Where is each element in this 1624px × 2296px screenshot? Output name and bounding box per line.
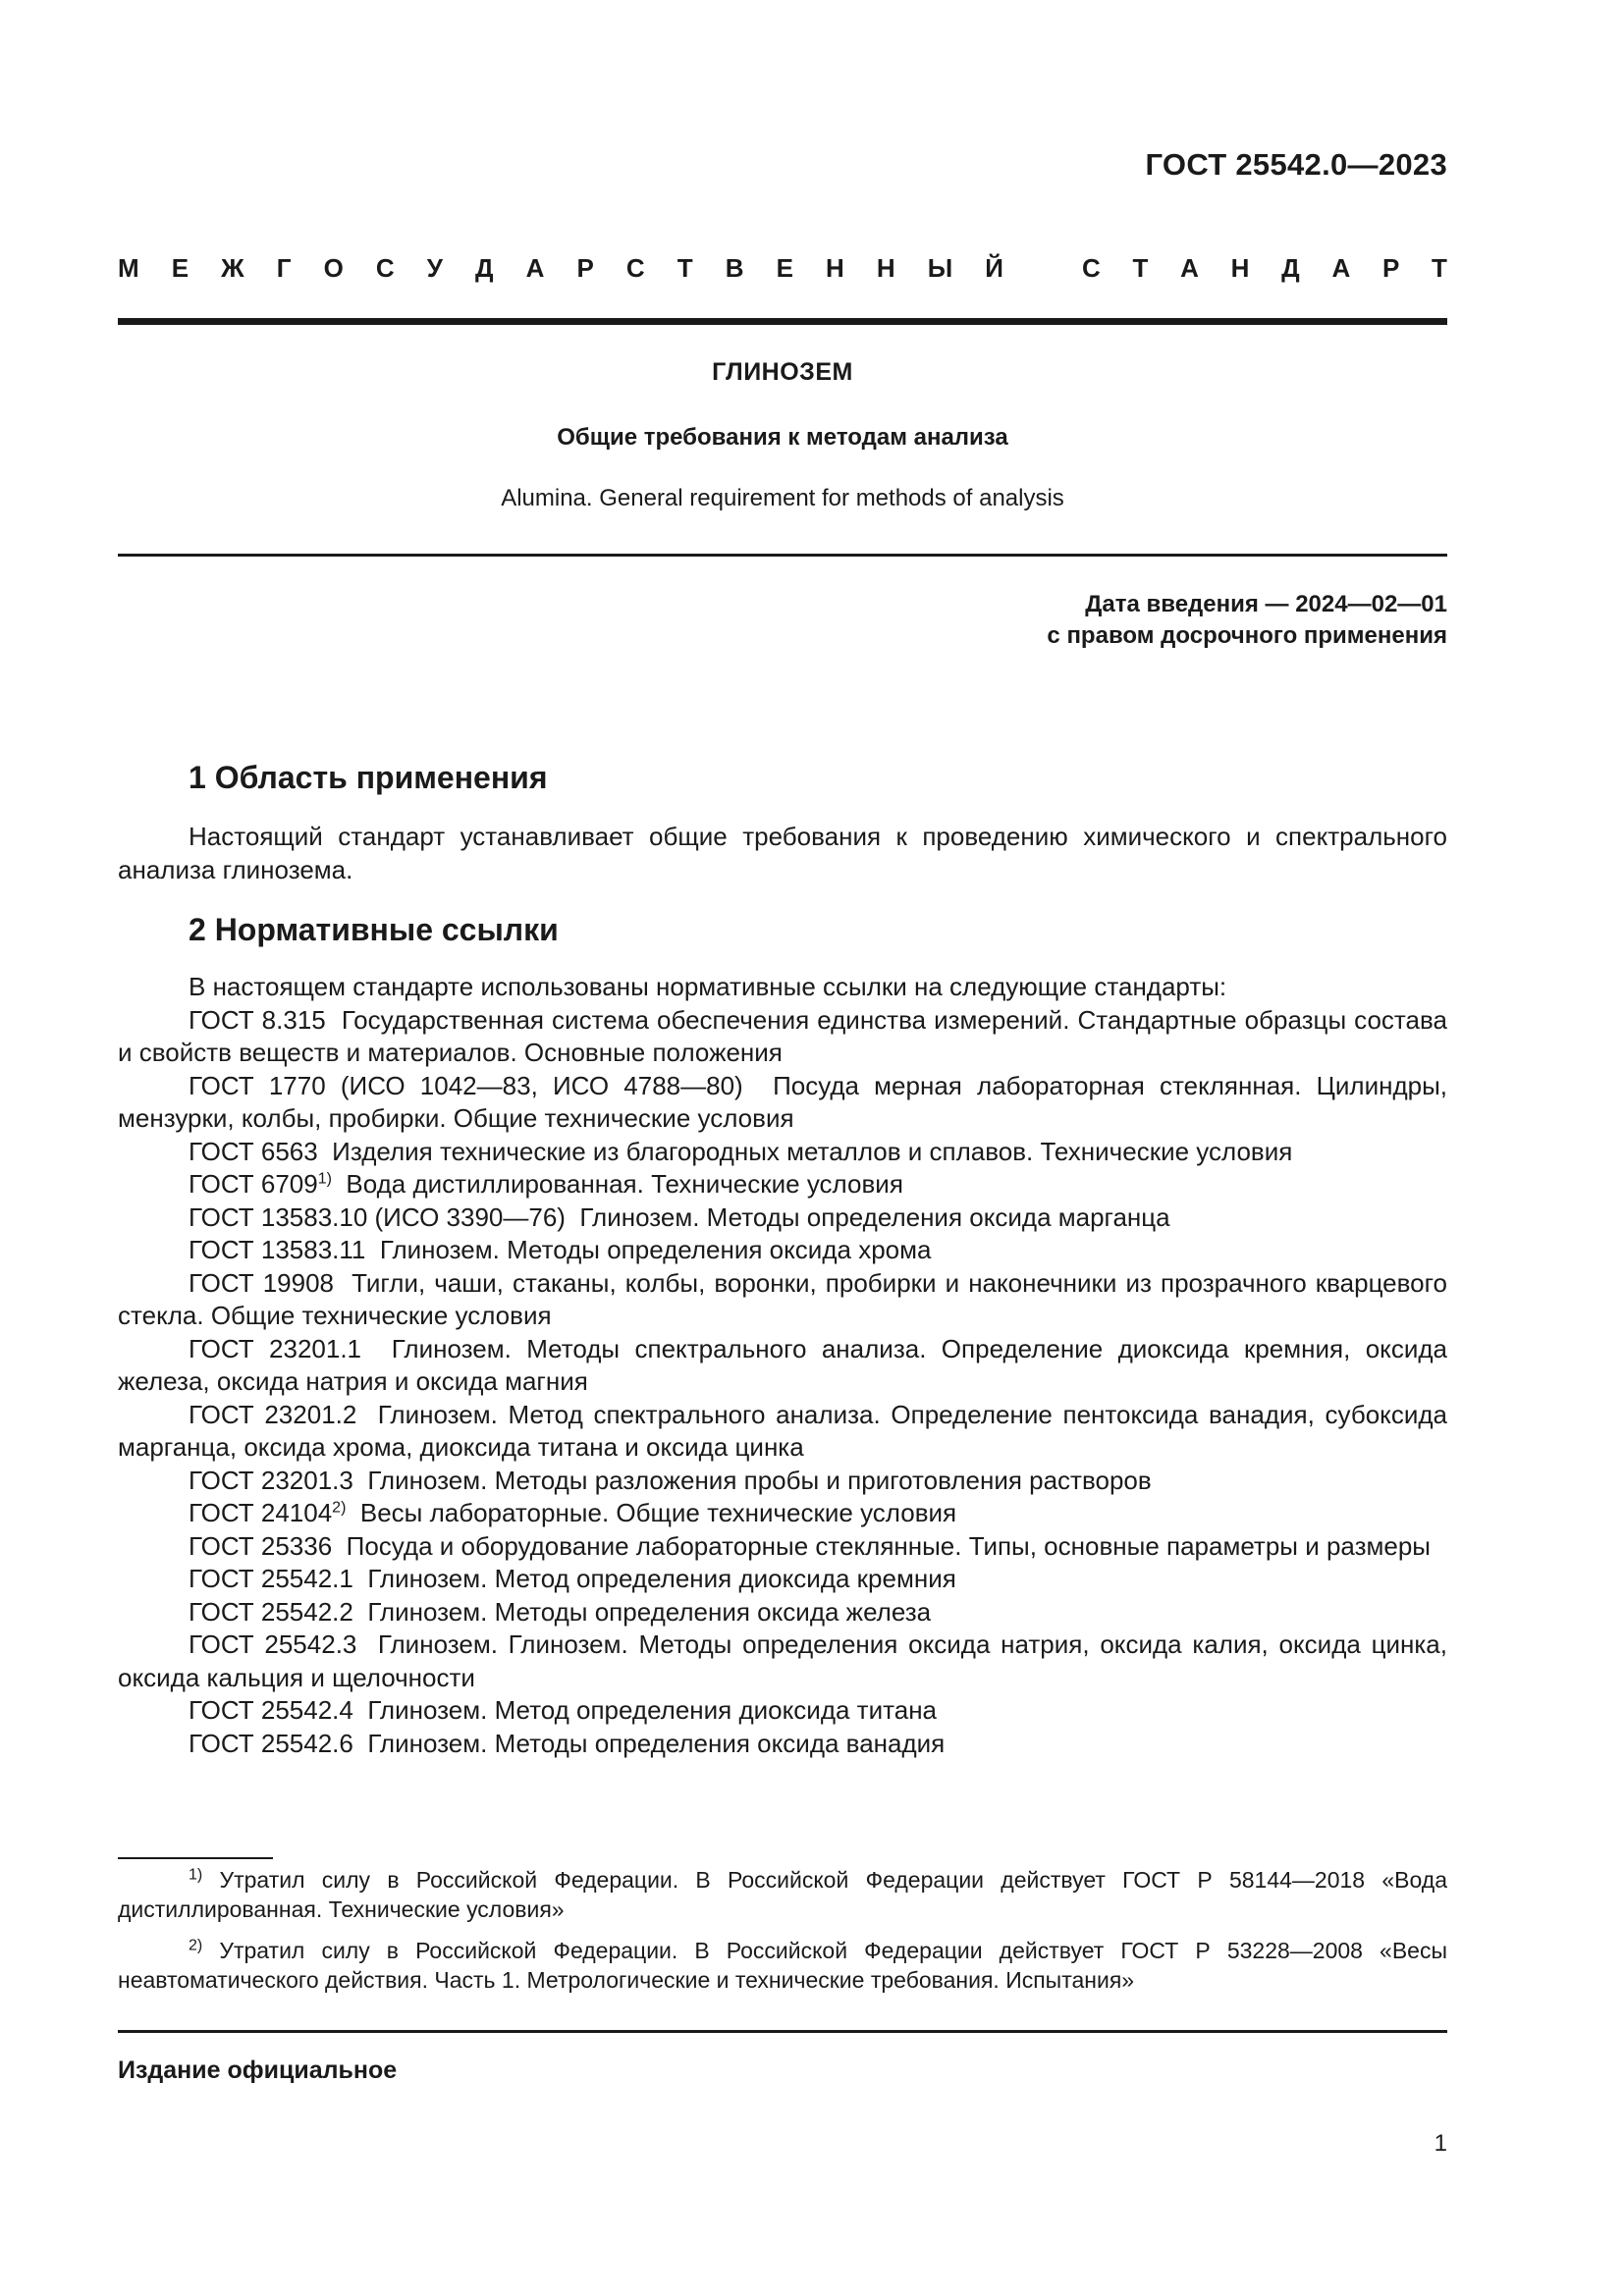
banner-letter: У xyxy=(426,253,443,283)
banner-letter: Д xyxy=(1281,253,1300,283)
document-title-english: Alumina. General requirement for methods of analysis xyxy=(501,485,1064,511)
reference-title: Глинозем. Методы определения оксида марганца xyxy=(579,1201,1170,1232)
reference-title: Посуда и оборудование лабораторные стеклянные. Типы, основные параметры и размеры xyxy=(346,1530,1431,1561)
section-scope xyxy=(118,758,1447,886)
reference-code: ГОСТ 8.315 xyxy=(189,1004,326,1035)
banner-letter: М xyxy=(118,253,139,283)
reference-item xyxy=(118,1136,1447,1169)
banner-letter: Д xyxy=(475,253,494,283)
banner-letter: С xyxy=(375,253,395,283)
introduction-date xyxy=(1047,589,1447,652)
banner-letter: А xyxy=(525,253,545,283)
reference-item xyxy=(118,1168,1447,1201)
banner-letter: А xyxy=(1331,253,1351,283)
reference-title: Глинозем. Методы определения оксида хрома xyxy=(379,1235,932,1264)
header-rule xyxy=(118,318,1447,325)
reference-code: ГОСТ 25542.1 xyxy=(189,1564,353,1593)
standard-type-word-interstate xyxy=(118,253,1003,284)
reference-code: ГОСТ 25542.6 xyxy=(189,1728,353,1758)
references-intro: В настоящем стандарте использованы нормативные ссылки на следующие стандарты: xyxy=(189,972,1227,1001)
reference-code: ГОСТ 6709 xyxy=(189,1169,318,1199)
banner-letter: Е xyxy=(776,253,793,283)
reference-title: Глинозем. Метод спектрального анализа. Определение пентоксида ванадия, субоксида марганца, оксида хрома, диоксида титана и оксида цинка xyxy=(118,1399,1447,1462)
footer-rule xyxy=(118,2030,1447,2033)
reference-title: Тигли, чаши, стаканы, колбы, воронки, пробирки и наконечники из прозрачного кварцевого стекла. Общие технические условия xyxy=(118,1267,1447,1330)
reference-item xyxy=(118,1004,1447,1070)
document-body xyxy=(118,758,1447,1760)
document-number: ГОСТ 25542.0—2023 xyxy=(1145,147,1447,182)
reference-code: ГОСТ 23201.1 xyxy=(189,1333,362,1363)
banner-letter: Г xyxy=(276,253,292,283)
banner-letter: Н xyxy=(876,253,895,283)
reference-item xyxy=(118,1333,1447,1399)
reference-code: ГОСТ 25542.3 xyxy=(189,1629,357,1659)
reference-title: Весы лабораторные. Общие технические условия xyxy=(359,1498,957,1527)
banner-letter: Р xyxy=(1381,253,1400,283)
reference-code: ГОСТ 25542.2 xyxy=(189,1596,353,1627)
reference-item xyxy=(118,1497,1447,1530)
banner-letter: Ж xyxy=(221,253,244,283)
reference-item xyxy=(118,1267,1447,1333)
introduction-date-line: Дата введения — 2024—02—01 xyxy=(1085,591,1447,617)
banner-letter: Е xyxy=(171,253,189,283)
title-rule xyxy=(118,554,1447,557)
early-application-line: с правом досрочного применения xyxy=(1047,622,1447,649)
reference-title: Глинозем. Глинозем. Методы определения оксида натрия, оксида калия, оксида цинка, оксида кальция и щелочности xyxy=(118,1629,1447,1692)
reference-item xyxy=(118,1234,1447,1267)
footnote-text: Утратил силу в Российской Федерации. В Российской Федерации действует ГОСТ Р 53228—2008 «Весы неавтоматического действия. Часть 1. Метрологические и технические требования. Испытания» xyxy=(118,1938,1448,1993)
reference-title: Глинозем. Методы спектрального анализа. Определение диоксида кремния, оксида железа, оксида натрия и оксида магния xyxy=(118,1333,1447,1396)
reference-code: ГОСТ 1770 (ИСО 1042—83, ИСО 4788—80) xyxy=(189,1070,743,1100)
reference-item xyxy=(118,1728,1447,1761)
banner-letter: Р xyxy=(576,253,594,283)
footnote-item xyxy=(118,1936,1447,1995)
page-number: 1 xyxy=(1434,2130,1447,2157)
reference-item xyxy=(118,1530,1447,1564)
reference-title: Посуда мерная лабораторная стеклянная. Цилиндры, мензурки, колбы, пробирки. Общие технические условия xyxy=(118,1070,1448,1133)
reference-item xyxy=(118,1201,1447,1235)
reference-item xyxy=(118,1563,1447,1596)
reference-title: Вода дистиллированная. Технические условия xyxy=(346,1169,903,1199)
reference-item xyxy=(118,1465,1447,1498)
reference-code: ГОСТ 23201.3 xyxy=(189,1465,353,1495)
section-heading: 2 Нормативные ссылки xyxy=(189,912,559,947)
reference-title: Глинозем. Метод определения диоксида титана xyxy=(367,1695,938,1725)
footnote-item xyxy=(118,1865,1447,1924)
reference-code: ГОСТ 13583.10 (ИСО 3390—76) xyxy=(189,1201,566,1232)
scope-paragraph: Настоящий стандарт устанавливает общие требования к проведению химического и спектрального анализа глинозема. xyxy=(118,822,1447,884)
reference-item xyxy=(118,1694,1447,1728)
footnote-mark: 1) xyxy=(189,1866,203,1884)
standard-type-banner xyxy=(118,253,1447,284)
reference-code: ГОСТ 19908 xyxy=(189,1267,334,1298)
standard-type-word-standard xyxy=(1082,253,1447,284)
banner-letter: Н xyxy=(1230,253,1250,283)
banner-letter: Н xyxy=(826,253,844,283)
reference-list xyxy=(118,1004,1447,1761)
reference-title: Глинозем. Методы разложения пробы и приготовления растворов xyxy=(367,1465,1152,1495)
reference-title: Глинозем. Методы определения оксида железа xyxy=(367,1596,932,1627)
banner-letter: Ы xyxy=(927,253,953,283)
reference-item xyxy=(118,1399,1447,1465)
reference-item xyxy=(118,1629,1447,1694)
footnote-marker: 1) xyxy=(317,1170,332,1188)
footnote-marker: 2) xyxy=(332,1499,347,1517)
banner-letter: Й xyxy=(985,253,1003,283)
reference-title: Глинозем. Методы определения оксида ванадия xyxy=(367,1728,946,1758)
banner-letter: А xyxy=(1180,253,1199,283)
footnote-rule xyxy=(118,1857,273,1859)
banner-letter: В xyxy=(725,253,744,283)
reference-code: ГОСТ 13583.11 xyxy=(189,1235,366,1264)
reference-code: ГОСТ 24104 xyxy=(189,1498,333,1527)
reference-code: ГОСТ 25336 xyxy=(189,1530,333,1561)
banner-letter: С xyxy=(625,253,645,283)
footnote-mark: 2) xyxy=(189,1937,203,1954)
reference-title: Глинозем. Метод определения диоксида кремния xyxy=(367,1564,956,1593)
footnote-text: Утратил силу в Российской Федерации. В Российской Федерации действует ГОСТ Р 58144—2018 «Вода дистиллированная. Технические условия» xyxy=(118,1867,1447,1922)
reference-code: ГОСТ 25542.4 xyxy=(189,1695,353,1725)
section-heading: 1 Область применения xyxy=(189,760,548,795)
official-edition-label: Издание официальное xyxy=(118,2056,398,2084)
reference-code: ГОСТ 6563 xyxy=(189,1136,318,1166)
footnotes xyxy=(118,1865,1447,2006)
banner-letter: С xyxy=(1082,253,1101,283)
reference-title: Изделия технические из благородных металлов и сплавов. Технические условия xyxy=(332,1136,1293,1166)
document-subtitle: Общие требования к методам анализа xyxy=(557,424,1008,451)
banner-letter: Т xyxy=(1432,253,1447,283)
reference-title: Государственная система обеспечения единства измерений. Стандартные образцы состава и свойств веществ и материалов. Основные положения xyxy=(118,1004,1447,1067)
reference-code: ГОСТ 23201.2 xyxy=(189,1399,357,1429)
reference-item xyxy=(118,1596,1447,1629)
reference-item xyxy=(118,1070,1447,1136)
banner-letter: Т xyxy=(1132,253,1149,283)
document-title: ГЛИНОЗЕМ xyxy=(712,358,853,386)
banner-letter: Т xyxy=(677,253,693,283)
section-normative-references xyxy=(118,910,1447,1760)
banner-letter: О xyxy=(323,253,344,283)
